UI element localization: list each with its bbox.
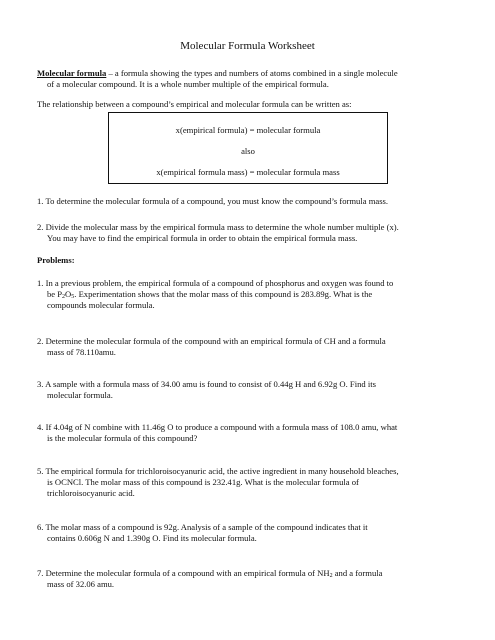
box-line-3: x(empirical formula mass) = molecular formula mass <box>156 167 340 177</box>
problem-2-line-1: 2. Determine the molecular formula of the compound with an empirical formula of CH and a formula <box>37 336 386 346</box>
problem-5-line-3: trichloroisocyanuric acid. <box>47 488 135 498</box>
problem-3 <box>37 379 457 401</box>
problem-1-line-1: 1. In a previous problem, the empirical formula of a compound of phosphorus and oxygen was found to <box>37 278 394 288</box>
step-2-line-2: You may have to find the empirical formula in order to obtain the empirical formula mass. <box>47 233 358 243</box>
problem-1-line-3: compounds molecular formula. <box>47 300 155 310</box>
box-line-1: x(empirical formula) = molecular formula <box>175 125 321 135</box>
problem-7-line-2: mass of 32.06 amu. <box>47 579 115 589</box>
problem-4-line-2: is the molecular formula of this compound? <box>47 433 198 443</box>
problem-5 <box>37 466 457 499</box>
page-title: Molecular Formula Worksheet <box>180 40 315 52</box>
problem-3-line-1: 3. A sample with a formula mass of 34.00 amu is found to consist of 0.44g H and 6.92g O. Find its <box>37 379 376 389</box>
relationship-intro: The relationship between a compound’s empirical and molecular formula can be written as: <box>37 99 352 109</box>
step-2 <box>37 222 457 244</box>
definition-term: Molecular formula <box>37 68 107 78</box>
problem-2 <box>37 336 457 358</box>
problem-1-line-2: be $P_2O_5$. Experimentation shows that the molar mass of this compound is 283.89g. What is the <box>47 289 373 300</box>
problem-5-line-1: 5. The empirical formula for trichloroisocyanuric acid, the active ingredient in many household bleaches, <box>37 466 399 476</box>
problem-1 <box>37 278 457 311</box>
problem-4-line-1: 4. If 4.04g of N combine with 11.46g O to produce a compound with a formula mass of 108.0 amu, what <box>37 422 398 432</box>
step-1-line-1: 1. To determine the molecular formula of a compound, you must know the compound’s formula mass. <box>37 196 389 206</box>
problem-2-line-2: mass of 78.110amu. <box>47 347 116 357</box>
definition-text-1: – a formula showing the types and numbers of atoms combined in a single molecule <box>106 68 398 78</box>
problem-6-line-2: contains 0.606g N and 1.390g O. Find its molecular formula. <box>47 533 257 543</box>
definition-paragraph <box>37 68 457 90</box>
problem-6-line-1: 6. The molar mass of a compound is 92g. Analysis of a sample of the compound indicates that it <box>37 522 368 532</box>
step-1 <box>37 196 457 207</box>
problem-3-line-2: molecular formula. <box>47 390 113 400</box>
definition-line-2: of a molecular compound. It is a whole number multiple of the empirical formula. <box>47 79 329 89</box>
problem-7-line-1: 7. Determine the molecular formula of a compound with an empirical formula of $NH_2$ and a formula <box>37 568 383 579</box>
definition-line-1 <box>37 68 457 79</box>
problem-4 <box>37 422 457 444</box>
problem-6 <box>37 522 457 544</box>
box-line-2: also <box>241 146 255 156</box>
problem-7 <box>37 568 457 590</box>
problems-heading: Problems: <box>37 255 75 265</box>
step-2-line-1: 2. Divide the molecular mass by the empirical formula mass to determine the whole number multiple (x). <box>37 222 399 232</box>
problem-5-line-2: is OCNCl. The molar mass of this compound is 232.41g. What is the molecular formula of <box>47 477 359 487</box>
formula-box <box>108 112 388 184</box>
